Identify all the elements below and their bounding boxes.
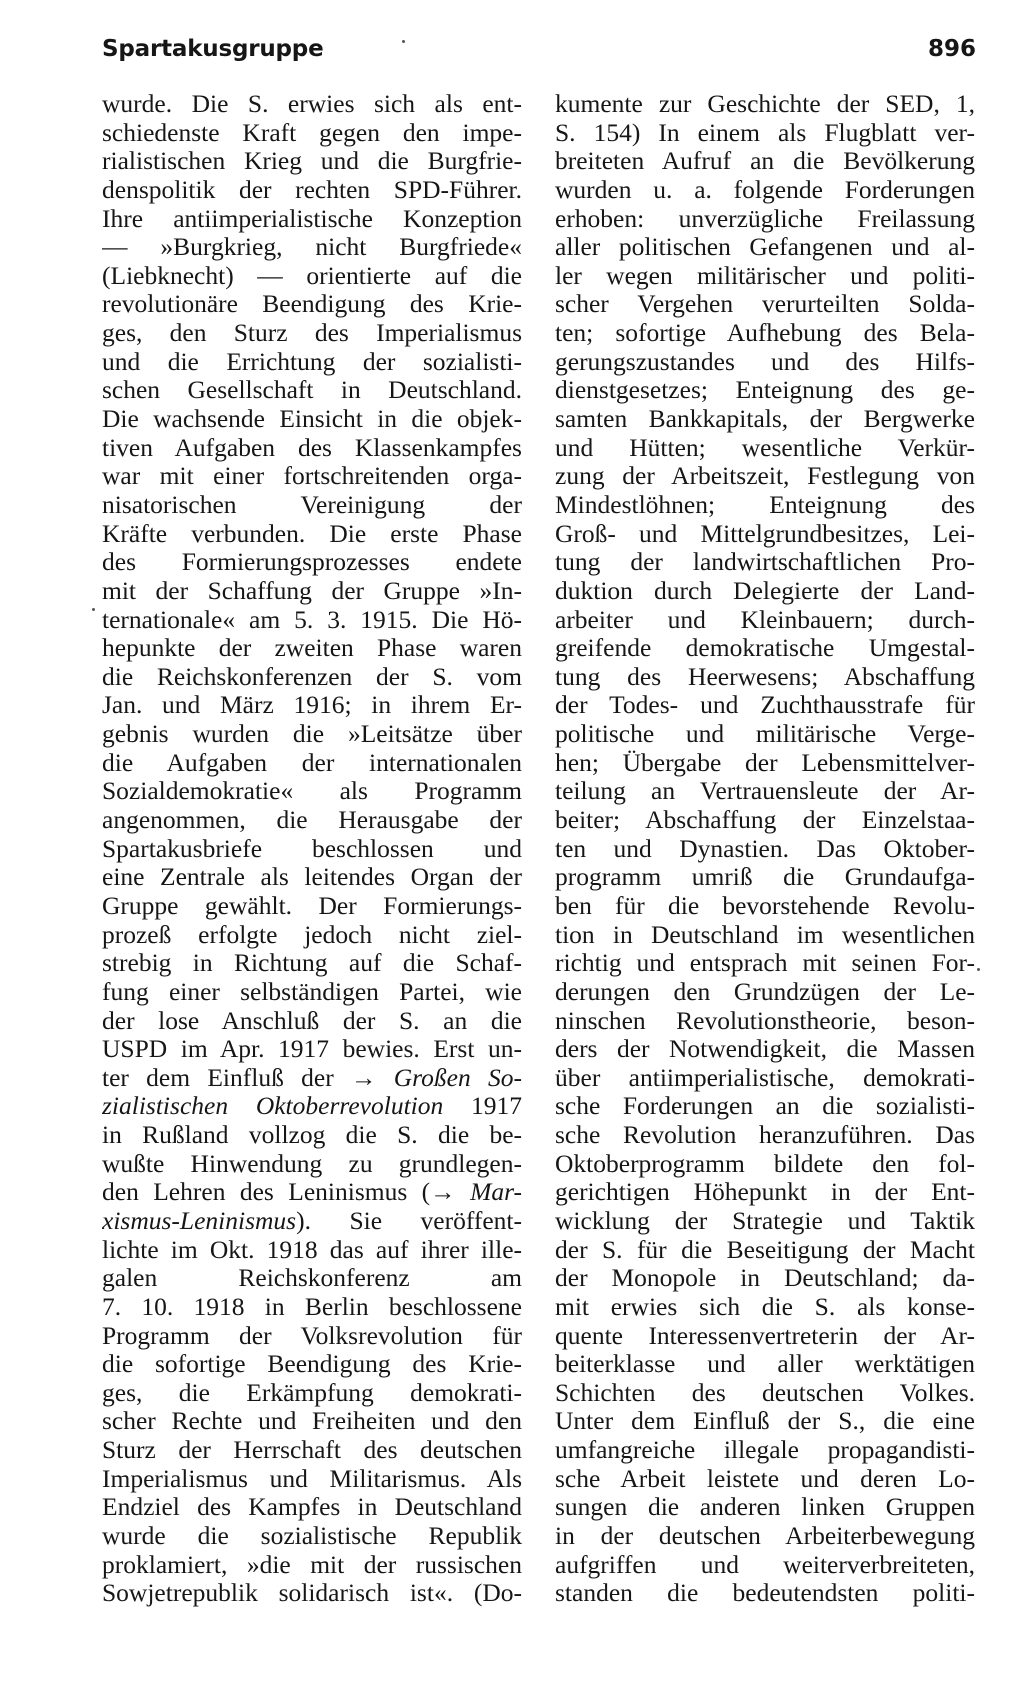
text-segment: galen Reichskonferenz am (102, 1264, 522, 1293)
text-line (102, 1121, 522, 1150)
text-line (102, 663, 522, 692)
italic-crossref-text: zialistischen Oktoberrevolution (102, 1092, 444, 1121)
text-segment: USPD im Apr. 1917 bewies. Erst un- (102, 1035, 522, 1064)
text-segment: Gruppe gewählt. Der Formierungs- (102, 891, 522, 920)
text-segment: in Rußland vollzog die S. die be- (102, 1121, 522, 1150)
text-line (102, 1407, 522, 1436)
text-segment: sche Arbeit leistete und deren Lo- (555, 1464, 975, 1493)
text-segment: aufgriffen und weiterverbreiteten, (555, 1550, 975, 1579)
text-segment: revolutionäre Beendigung des Krie- (102, 290, 522, 319)
text-line (555, 863, 975, 892)
text-segment: breiteten Aufruf an die Bevölkerung (555, 147, 975, 176)
text-line (555, 90, 975, 119)
text-line (102, 777, 522, 806)
text-line (555, 1350, 975, 1379)
text-line (102, 548, 522, 577)
text-line (555, 1407, 975, 1436)
text-line (102, 147, 522, 176)
text-line (102, 634, 522, 663)
text-line (102, 1064, 522, 1093)
text-line (555, 663, 975, 692)
text-line (102, 1379, 522, 1408)
text-segment: teilung an Vertrauensleute der Ar- (555, 777, 975, 806)
text-segment: quente Interessenvertreterin der Ar- (555, 1321, 975, 1350)
text-segment: Sowjetrepublik solidarisch ist«. (Do- (102, 1579, 522, 1608)
text-line (555, 405, 975, 434)
text-segment: sungen die anderen linken Gruppen (555, 1493, 975, 1522)
text-segment: ders der Notwendigkeit, die Massen (555, 1035, 975, 1064)
text-line (102, 491, 522, 520)
text-segment: standen die bedeutendsten politi- (555, 1579, 975, 1608)
text-line (102, 1579, 522, 1608)
text-segment: ter dem Einfluß der → (102, 1063, 394, 1092)
text-line (555, 319, 975, 348)
text-segment: schiedenste Kraft gegen den impe- (102, 118, 522, 147)
text-line (102, 176, 522, 205)
text-line (555, 1493, 975, 1522)
text-line (555, 147, 975, 176)
text-line (555, 176, 975, 205)
text-segment: arbeiter und Kleinbauern; durch- (555, 605, 975, 634)
text-line (102, 434, 522, 463)
text-segment: tung der landwirtschaftlichen Pro- (555, 548, 975, 577)
print-speck (402, 40, 405, 43)
text-segment: fung einer selbständigen Partei, wie (102, 977, 522, 1006)
text-line (102, 262, 522, 291)
text-line (555, 1293, 975, 1322)
print-speck (977, 968, 980, 971)
text-column-right (555, 90, 975, 1608)
text-line (555, 892, 975, 921)
text-segment: erhoben: unverzügliche Freilassung (555, 204, 975, 233)
text-segment: dienstgesetzes; Enteignung des ge- (555, 376, 975, 405)
text-segment: wurden u. a. folgende Forderungen (555, 175, 975, 204)
text-segment: nisatorischen Vereinigung der (102, 490, 522, 519)
text-line (555, 720, 975, 749)
text-segment: wicklung der Strategie und Taktik (555, 1206, 975, 1235)
text-segment: wurde. Die S. erwies sich als ent- (102, 90, 522, 118)
text-segment: scher Rechte und Freiheiten und den (102, 1407, 522, 1436)
text-segment: ler wegen militärischer und politi- (555, 261, 975, 290)
text-segment: tung des Heerwesens; Abschaffung (555, 662, 975, 691)
text-line (102, 319, 522, 348)
text-line (102, 949, 522, 978)
text-segment: die Reichskonferenzen der S. vom (102, 662, 522, 691)
text-segment: ten; sofortige Aufhebung des Bela- (555, 319, 975, 348)
text-line (555, 1007, 975, 1036)
text-line (102, 376, 522, 405)
text-segment: greifende demokratische Umgestal- (555, 634, 975, 663)
text-column-left (102, 90, 522, 1608)
text-segment: mit erwies sich die S. als konse- (555, 1292, 975, 1321)
text-segment: Jan. und März 1916; in ihrem Er- (102, 691, 522, 720)
text-line (102, 462, 522, 491)
text-line (102, 606, 522, 635)
text-segment: sche Revolution heranzuführen. Das (555, 1121, 975, 1150)
text-segment: die sofortige Beendigung des Krie- (102, 1350, 522, 1379)
text-line (555, 520, 975, 549)
text-segment: gerichtigen Höhepunkt in der Ent- (555, 1178, 975, 1207)
text-line (555, 577, 975, 606)
text-segment: samten Bankkapitals, der Bergwerke (555, 405, 975, 434)
text-segment: S. 154) In einem als Flugblatt ver- (555, 118, 975, 147)
text-segment: ninschen Revolutionstheorie, beson- (555, 1006, 975, 1035)
text-line (102, 1092, 522, 1121)
text-line (555, 634, 975, 663)
text-segment: Schichten des deutschen Volkes. (555, 1378, 975, 1407)
text-segment: ben für die bevorstehende Revolu- (555, 891, 975, 920)
text-line (555, 606, 975, 635)
text-line (555, 1522, 975, 1551)
text-line (102, 233, 522, 262)
text-line (102, 1465, 522, 1494)
text-segment: Sturz der Herrschaft des deutschen (102, 1436, 522, 1465)
text-line (555, 1465, 975, 1494)
text-segment: Programm der Volksrevolution für (102, 1321, 522, 1350)
text-line (102, 1293, 522, 1322)
text-segment: und Hütten; wesentliche Verkür- (555, 433, 975, 462)
text-line (555, 1092, 975, 1121)
text-segment: hepunkte der zweiten Phase waren (102, 634, 522, 663)
text-line (555, 777, 975, 806)
text-segment: Die wachsende Einsicht in die objek- (102, 405, 522, 434)
text-line (102, 749, 522, 778)
text-line (555, 806, 975, 835)
text-segment: des Formierungsprozesses endete (102, 548, 522, 577)
text-line (102, 835, 522, 864)
text-line (555, 1322, 975, 1351)
text-line (555, 1150, 975, 1179)
text-line (555, 1579, 975, 1608)
text-segment: über antiimperialistische, demokrati- (555, 1063, 975, 1092)
italic-crossref-text: Mar- (470, 1178, 522, 1207)
text-line (555, 205, 975, 234)
text-line (102, 1350, 522, 1379)
text-line (102, 978, 522, 1007)
text-segment: und die Errichtung der sozialisti- (102, 347, 522, 376)
text-line (555, 548, 975, 577)
text-segment: 7. 10. 1918 in Berlin beschlossene (102, 1292, 522, 1321)
text-line (102, 1035, 522, 1064)
text-segment: politische und militärische Verge- (555, 720, 975, 749)
text-line (555, 491, 975, 520)
text-segment: ternationale« am 5. 3. 1915. Die Hö- (102, 605, 522, 634)
text-line (555, 1264, 975, 1293)
text-line (555, 921, 975, 950)
text-line (102, 205, 522, 234)
text-line (555, 1207, 975, 1236)
text-line (555, 1064, 975, 1093)
text-segment: tion in Deutschland im wesentlichen (555, 920, 975, 949)
text-segment: der S. für die Beseitigung der Macht (555, 1235, 975, 1264)
print-speck (92, 608, 95, 611)
text-segment: Mindestlöhnen; Enteignung des (555, 490, 975, 519)
text-line (555, 691, 975, 720)
text-segment: prozeß erfolgte jedoch nicht ziel- (102, 920, 522, 949)
text-segment: (Liebknecht) — orientierte auf die (102, 261, 522, 290)
text-line (102, 405, 522, 434)
text-segment: die Aufgaben der internationalen (102, 748, 522, 777)
text-line (102, 863, 522, 892)
text-segment: ges, den Sturz des Imperialismus (102, 319, 522, 348)
text-segment: strebig in Richtung auf die Schaf- (102, 949, 522, 978)
text-segment: kumente zur Geschichte der SED, 1, (555, 90, 975, 118)
text-segment: lichte im Okt. 1918 das auf ihrer ille- (102, 1235, 522, 1264)
text-line (102, 119, 522, 148)
text-segment: Sozialdemokratie« als Programm (102, 777, 522, 806)
text-line (102, 1493, 522, 1522)
text-segment: ten und Dynastien. Das Oktober- (555, 834, 975, 863)
text-line (102, 892, 522, 921)
text-segment: programm umriß die Grundaufga- (555, 863, 975, 892)
text-line (555, 1178, 975, 1207)
text-line (102, 1178, 522, 1207)
text-segment: scher Vergehen verurteilten Solda- (555, 290, 975, 319)
text-line (102, 520, 522, 549)
text-line (555, 434, 975, 463)
text-line (102, 1207, 522, 1236)
text-segment: den Lehren des Leninismus (→ (102, 1178, 471, 1207)
text-segment: gerungszustandes und des Hilfs- (555, 347, 975, 376)
text-line (555, 1035, 975, 1064)
page-number: 896 (927, 36, 976, 62)
text-line (555, 749, 975, 778)
text-line (102, 1436, 522, 1465)
text-segment: war mit einer fortschreitenden orga- (102, 462, 522, 491)
text-line (102, 1522, 522, 1551)
text-line (555, 1236, 975, 1265)
text-segment: der Todes- und Zuchthausstrafe für (555, 691, 975, 720)
text-segment: beiterklasse und aller werktätigen (555, 1350, 975, 1379)
page-header (102, 30, 976, 70)
text-line (102, 1322, 522, 1351)
italic-crossref-text: xismus-Leninismus (102, 1206, 297, 1235)
text-line (102, 921, 522, 950)
text-line (102, 348, 522, 377)
text-segment: Groß- und Mittelgrundbesitzes, Lei- (555, 519, 975, 548)
text-line (102, 691, 522, 720)
text-segment: denspolitik der rechten SPD-Führer. (102, 175, 522, 204)
text-segment: hen; Übergabe der Lebensmittelver- (555, 748, 975, 777)
text-line (555, 119, 975, 148)
text-line (102, 806, 522, 835)
text-line (102, 577, 522, 606)
text-segment: richtig und entsprach mit seinen For- (555, 949, 975, 978)
text-segment: angenommen, die Herausgabe der (102, 806, 522, 835)
text-segment: ). Sie veröffent- (296, 1206, 522, 1235)
italic-crossref-text: Großen So- (393, 1063, 522, 1092)
text-line (102, 1551, 522, 1580)
text-line (102, 1007, 522, 1036)
text-segment: Spartakusbriefe beschlossen und (102, 834, 522, 863)
text-segment: wußte Hinwendung zu grundlegen- (102, 1149, 522, 1178)
text-line (555, 348, 975, 377)
text-line (555, 1436, 975, 1465)
text-segment: zung der Arbeitszeit, Festlegung von (555, 462, 975, 491)
text-segment: 1917 (443, 1092, 522, 1121)
text-segment: in der deutschen Arbeiterbewegung (555, 1522, 975, 1551)
text-line (102, 1236, 522, 1265)
text-line (555, 1379, 975, 1408)
text-segment: aller politischen Gefangenen und al- (555, 233, 975, 262)
text-segment: beiter; Abschaffung der Einzelstaa- (555, 806, 975, 835)
text-segment: sche Forderungen an die sozialisti- (555, 1092, 975, 1121)
text-line (555, 290, 975, 319)
text-segment: mit der Schaffung der Gruppe »In- (102, 576, 522, 605)
text-line (555, 978, 975, 1007)
text-segment: der Monopole in Deutschland; da- (555, 1264, 975, 1293)
text-line (102, 1264, 522, 1293)
text-segment: gebnis wurden die »Leitsätze über (102, 720, 522, 749)
text-segment: Endziel des Kampfes in Deutschland (102, 1493, 522, 1522)
text-line (555, 262, 975, 291)
text-line (102, 1150, 522, 1179)
text-segment: eine Zentrale als leitendes Organ der (102, 863, 522, 892)
text-line (555, 376, 975, 405)
text-segment: Unter dem Einfluß der S., die eine (555, 1407, 975, 1436)
text-line (555, 233, 975, 262)
text-line (102, 290, 522, 319)
text-line (555, 1551, 975, 1580)
text-segment: proklamiert, »die mit der russischen (102, 1550, 522, 1579)
text-segment: Kräfte verbunden. Die erste Phase (102, 519, 522, 548)
text-line (102, 720, 522, 749)
text-segment: ges, die Erkämpfung demokrati- (102, 1378, 522, 1407)
text-segment: umfangreiche illegale propagandisti- (555, 1436, 975, 1465)
text-segment: rialistischen Krieg und die Burgfrie- (102, 147, 522, 176)
text-segment: wurde die sozialistische Republik (102, 1522, 522, 1551)
text-segment: tiven Aufgaben des Klassenkampfes (102, 433, 522, 462)
text-segment: derungen den Grundzügen der Le- (555, 977, 975, 1006)
text-line (555, 1121, 975, 1150)
text-line (555, 462, 975, 491)
text-line (555, 835, 975, 864)
text-segment: — »Burgkrieg, nicht Burgfriede« (102, 233, 522, 262)
text-segment: der lose Anschluß der S. an die (102, 1006, 522, 1035)
text-line (555, 949, 975, 978)
text-segment: Oktoberprogramm bildete den fol- (555, 1149, 975, 1178)
text-segment: schen Gesellschaft in Deutschland. (102, 376, 522, 405)
text-line (102, 90, 522, 119)
text-segment: Ihre antiimperialistische Konzeption (102, 204, 522, 233)
running-head: Spartakusgruppe (102, 36, 324, 62)
text-segment: Imperialismus und Militarismus. Als (102, 1464, 522, 1493)
text-segment: duktion durch Delegierte der Land- (555, 576, 975, 605)
